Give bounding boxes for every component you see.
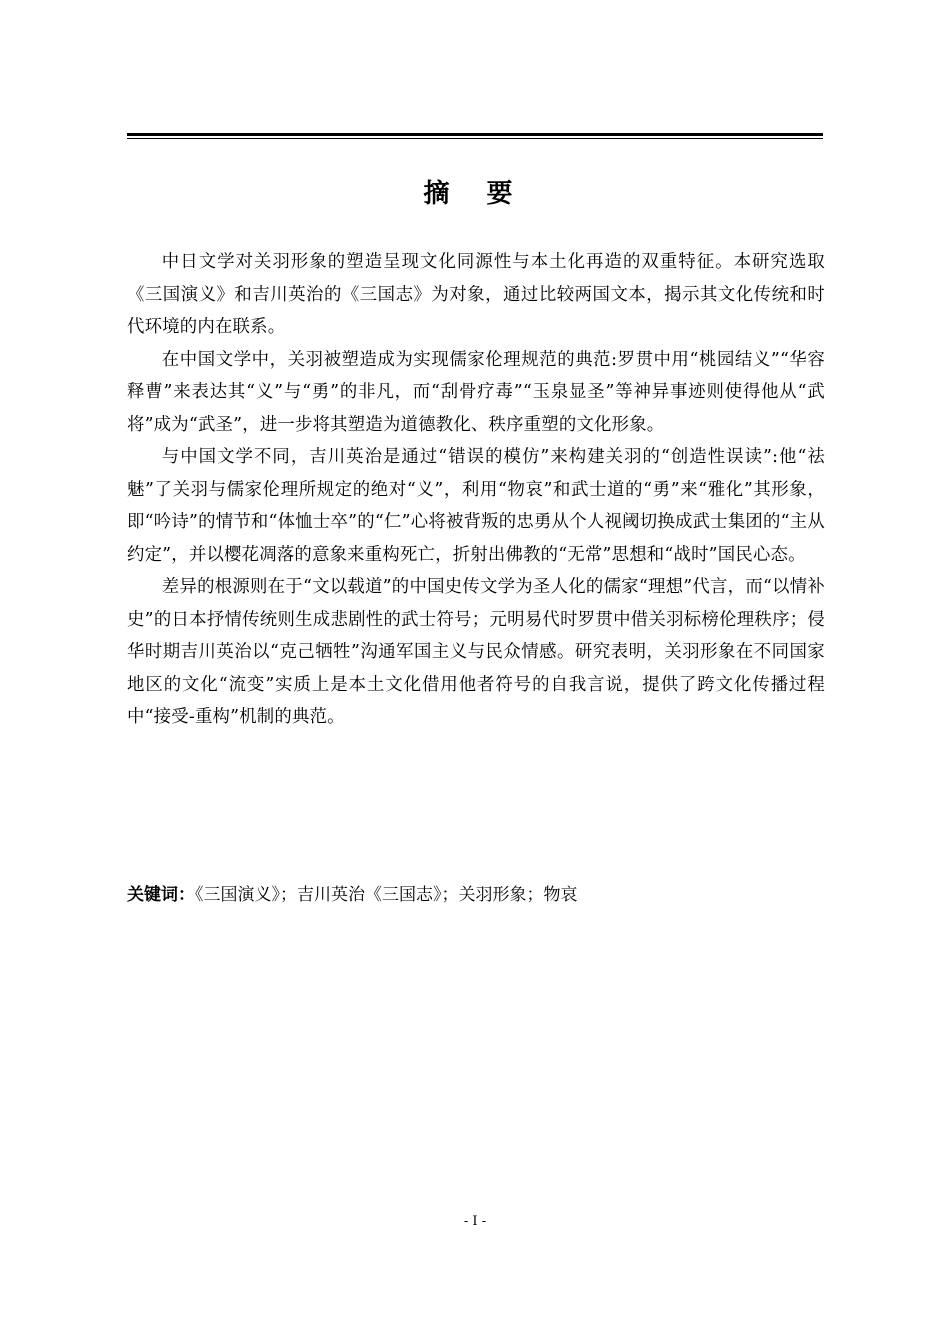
header-rule-thin [127,138,823,139]
abstract-paragraph-2: 在中国文学中，关羽被塑造成为实现儒家伦理规范的典范:罗贯中用“桃园结义”“华容释曹”来表达其“义”与“勇”的非凡，而“刮骨疗毒”“玉泉显圣”等神异事迹则使得他从“武将”成为“武圣”，进一步将其塑造为道德教化、秩序重塑的文化形象。 [127,349,825,435]
abstract-paragraph-1: 中日文学对关羽形象的塑造呈现文化同源性与本土化再造的双重特征。本研究选取《三国演义》和吉川英治的《三国志》为对象，通过比较两国文本，揭示其文化传统和时代环境的内在联系。 [127,252,825,337]
header-double-rule [127,133,823,140]
keywords-line [127,880,825,910]
abstract-paragraph-4: 差异的根源则在于“文以载道”的中国史传文学为圣人化的儒家“理想”代言，而“以情补史”的日本抒情传统则生成悲剧性的武士符号；元明易代时罗贯中借关羽标榜伦理秩序；侵华时期吉川英治以“克己牺牲”沟通军国主义与民众情感。研究表明，关羽形象在不同国家地区的文化“流变”实质上是本土文化借用他者符号的自我言说，提供了跨文化传播过程中“接受-重构”机制的典范。 [127,577,825,727]
abstract-paragraph-3: 与中国文学不同，吉川英治是通过“错误的模仿”来构建关羽的“创造性误读”:他“祛魅”了关羽与儒家伦理所规定的绝对“义”，利用“物哀”和武士道的“勇”来“雅化”其形象，即“吟诗”的情节和“体恤士卒”的“仁”心将被背叛的忠勇从个人视阈切换成武士集团的“主从约定”，并以樱花凋落的意象来重构死亡，折射出佛教的“无常”思想和“战时”国民心态。 [127,447,825,565]
abstract-body [127,246,825,734]
keywords-label: 关键词： [127,885,195,905]
abstract-title: 摘 要 [423,179,527,209]
page-number: - I - [463,1214,487,1229]
header-rule-thick [127,133,823,136]
keywords-value: 《三国演义》；吉川英治《三国志》；关羽形象；物哀 [195,885,578,905]
